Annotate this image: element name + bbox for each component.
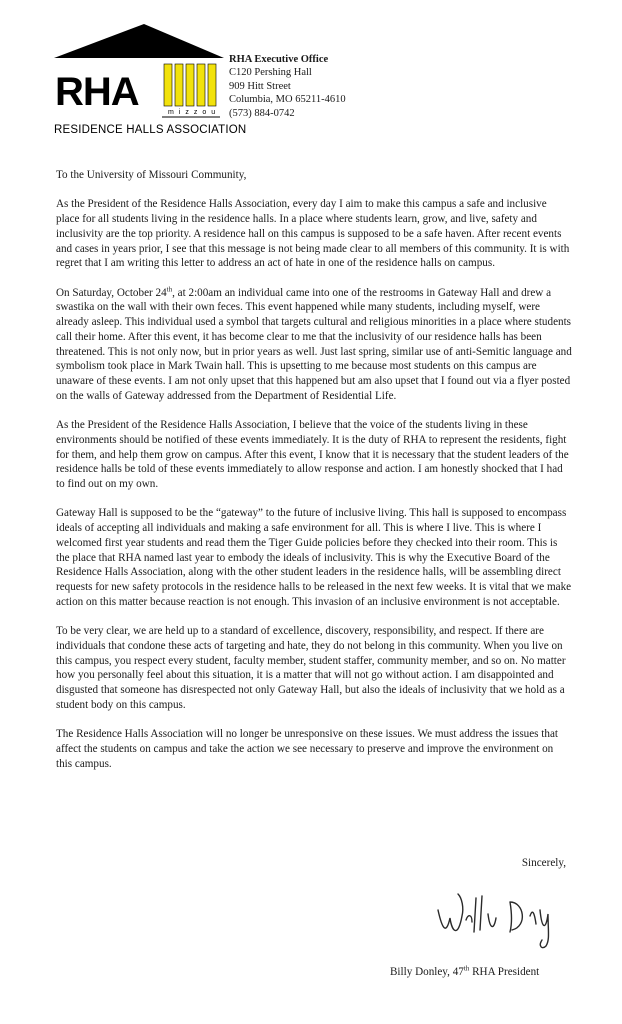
office-address-line: 909 Hitt Street bbox=[229, 80, 291, 92]
salutation: To the University of Missouri Community, bbox=[56, 169, 247, 181]
paragraph-1: As the President of the Residence Halls Association, every day I aim to make this campus a safe and inclusive place for all students living in the residence halls. In a place where students learn, grow, and live, safety and inclusivity are the top priority. A residence hall on this campus is supposed to be a safe haven. After recent events and cases in years prior, I see that this message is not being made clear to all members of this community. It is with regret that I am writing this letter to address an act of hate in one of the residence halls on campus. bbox=[56, 198, 570, 270]
letter-body bbox=[56, 168, 572, 786]
logo-rha-letters: RHA bbox=[55, 70, 139, 114]
paragraph-4: Gateway Hall is supposed to be the “gateway” to the future of inclusive living. This hall is supposed to encompass ideals of accepting all individuals and making a safe environment for all. This is where I live. This is where I welcomed first year students and read them the Tiger Guide policies before they checked into their room. This is the place that RHA named last year to embody the ideals of inclusivity. This is why the Executive Board of the Residence Halls Association, along with the other student leaders in the residence halls, will be assembling direct requests for new safety protocols in the residence halls to be released in the next few weeks. It is vital that we make action on this matter because reaction is not enough. This invasion of an inclusive environment is not acceptable. bbox=[56, 507, 572, 608]
closing: Sincerely, bbox=[521, 857, 566, 869]
paragraph-6: The Residence Halls Association will no longer be unresponsive on these issues. We must address the issues that affect the students on campus and take the action we see necessary to preserve and improve the environment on this campus. bbox=[56, 728, 558, 770]
handwritten-signature bbox=[432, 880, 562, 950]
rha-logo bbox=[54, 24, 247, 136]
logo-mizzou-text: mizzou bbox=[168, 109, 221, 116]
paragraph-2-rest: , at 2:00am an individual came into one of the restrooms in Gateway Hall and drew a swastika on the wall with their own feces. This event happened while many students, including myself, were already asleep. This individual used a symbol that targets cultural and religious minorities in a place where students call their home. After this event, it has become clear to me that the inclusivity of our residence halls has been threatened. This is not only now, but in prior years as well. Just last spring, similar use of anti-Semitic language and symbolism took place in Mark Twain hall. This is upsetting to me because most students on this campus are unaware of these events. I am not only upset that this happened but am also upset that I found out via a flyer posted on the walls of Gateway addressed from the Department of Residential Life. bbox=[56, 286, 572, 402]
office-address-block bbox=[229, 53, 346, 120]
paragraph-3: As the President of the Residence Halls Association, I believe that the voice of the students living in these environments should be notified of these events immediately. It is the duty of RHA to represent the residents, fight for them, and help them grow on campus. After this event, I know that it is necessary that the student leaders of the residence halls be told of these events immediately to allow response and action. I am honestly shocked that I had to find out on my own. bbox=[56, 419, 569, 490]
ordinal-suffix: th bbox=[463, 964, 470, 973]
signer-name: Billy Donley, 47 bbox=[390, 966, 464, 978]
logo-association-name: RESIDENCE HALLS ASSOCIATION bbox=[54, 124, 247, 136]
paragraph-2 bbox=[56, 286, 572, 404]
office-address-line: C120 Pershing Hall bbox=[229, 67, 312, 79]
signer-title: RHA President bbox=[469, 966, 540, 978]
paragraph-5: To be very clear, we are held up to a standard of excellence, discovery, responsibility, and respect. If there are individuals that condone these acts of targeting and hate, they do not belong in this community. When you live on this campus, you respect every student, faculty member, student staffer, community member, and so on. No matter how you personally feel about this situation, it is a matter that will not go without action. I am disappointed and disgusted that someone has disrespected not only Gateway Hall, but also the ideals of inclusivity that we hold as a student body on this campus. bbox=[56, 625, 566, 711]
office-address-line: Columbia, MO 65211-4610 bbox=[229, 94, 346, 106]
signer-name-title bbox=[390, 966, 539, 978]
ordinal-suffix: th bbox=[166, 284, 173, 293]
paragraph-2-start: On Saturday, October 24 bbox=[56, 286, 167, 299]
column-group bbox=[164, 64, 216, 106]
office-phone: (573) 884-0742 bbox=[229, 107, 295, 119]
office-title: RHA Executive Office bbox=[229, 54, 329, 65]
